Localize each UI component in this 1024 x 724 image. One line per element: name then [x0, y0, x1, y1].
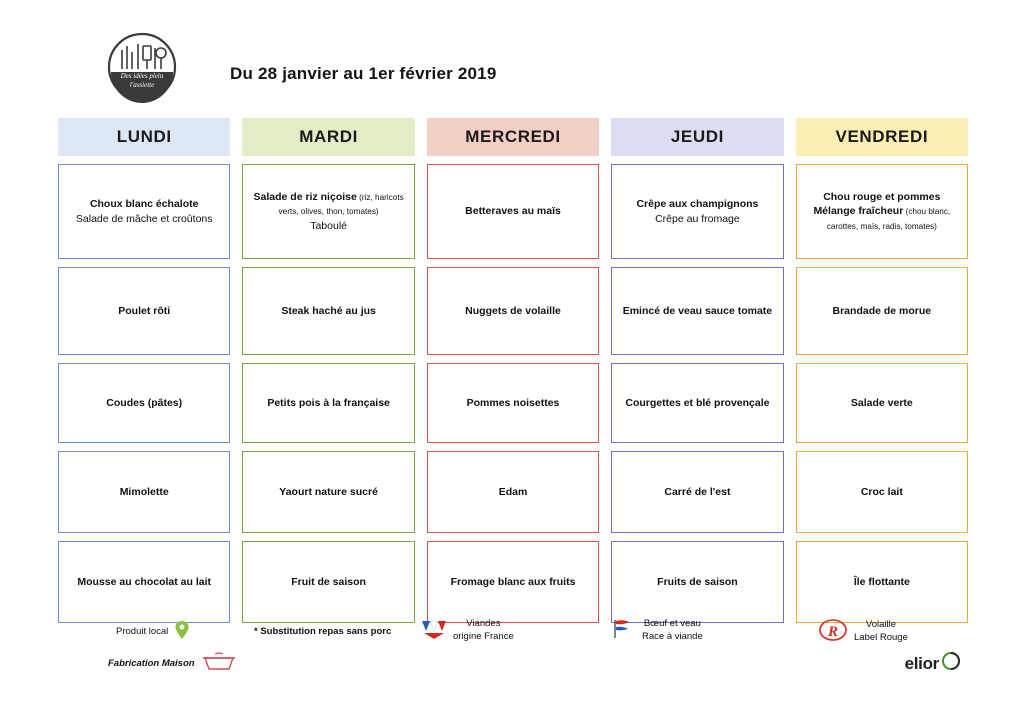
laitage-cell-jeudi — [611, 451, 783, 533]
legend-fabrication-maison-label: Fabrication Maison — [108, 658, 195, 669]
menu-line: Courgettes et blé provençale — [625, 396, 770, 409]
menu-line: Mimolette — [119, 485, 169, 498]
plat-cell-mercredi — [427, 267, 599, 355]
menu-line-detail: (chou blanc, carottes, maïs, radis, tomates) — [826, 207, 951, 231]
row-plats — [58, 267, 968, 355]
viande-france-icon — [421, 618, 447, 643]
accompagnement-cell-mercredi — [427, 363, 599, 443]
menu-line: Choux blanc échalote — [89, 198, 199, 211]
day-header-mardi: MARDI — [242, 118, 414, 156]
legend-volaille-label-rouge — [818, 618, 908, 645]
accompagnement-cell-lundi — [58, 363, 230, 443]
page-title: Du 28 janvier au 1er février 2019 — [230, 64, 497, 83]
menu-line: Taboulé — [310, 219, 347, 232]
location-pin-icon — [174, 620, 190, 643]
menu-line: Edam — [498, 485, 528, 498]
document-header — [60, 28, 960, 108]
menu-line — [250, 190, 406, 218]
plat-cell-lundi — [58, 267, 230, 355]
restaurant-logo-icon — [100, 28, 184, 106]
entree-cell-lundi — [58, 164, 230, 259]
legend-fabrication-maison — [108, 652, 237, 675]
legend-volaille-line1: Volaille — [865, 619, 896, 631]
laitage-cell-mercredi — [427, 451, 599, 533]
menu-line: Pommes noisettes — [466, 396, 560, 409]
menu-line: Île flottante — [853, 575, 910, 588]
day-header-jeudi: JEUDI — [611, 118, 783, 156]
menu-line: Brandade de morue — [832, 304, 932, 317]
accompagnement-cell-jeudi — [611, 363, 783, 443]
accompagnement-cell-vendredi — [796, 363, 968, 443]
menu-line: Salade de mâche et croûtons — [75, 212, 213, 225]
laitage-cell-mardi — [242, 451, 414, 533]
menu-line: Steak haché au jus — [281, 304, 376, 317]
label-rouge-icon — [818, 618, 848, 645]
svg-text:l'assiette: l'assiette — [129, 81, 155, 89]
menu-line — [804, 204, 960, 232]
elior-logo-text: elior — [904, 653, 939, 673]
day-header-row — [58, 118, 968, 156]
menu-line: Fruits de saison — [657, 575, 738, 588]
menu-line: Coudes (pâtes) — [106, 396, 183, 409]
laitage-cell-lundi — [58, 451, 230, 533]
plat-cell-jeudi — [611, 267, 783, 355]
cooking-pot-icon — [201, 652, 237, 675]
legend-viandes-line2: origine France — [453, 630, 514, 642]
legend-volaille-line2: Label Rouge — [854, 631, 908, 643]
menu-line: Carré de l'est — [664, 485, 731, 498]
accompagnement-cell-mardi — [242, 363, 414, 443]
menu-line: Nuggets de volaille — [465, 304, 561, 317]
menu-line: Poulet rôti — [118, 304, 171, 317]
laitage-cell-vendredi — [796, 451, 968, 533]
day-header-vendredi: VENDREDI — [796, 118, 968, 156]
legend-viandes-line1: Viandes — [466, 618, 501, 630]
menu-line-detail: (riz, haricots verts, olives, thon, tomates) — [278, 193, 404, 217]
menu-line: Mousse au chocolat au lait — [77, 575, 212, 588]
legend-boeuf-veau — [610, 618, 703, 643]
menu-line-main: Mélange fraîcheur — [813, 205, 904, 218]
menu-line-main: Salade de riz niçoise — [253, 191, 357, 204]
row-accompagnements — [58, 363, 968, 443]
legend — [58, 610, 988, 680]
elior-logo — [905, 652, 960, 675]
plat-cell-vendredi — [796, 267, 968, 355]
menu-grid — [58, 118, 968, 631]
menu-line: Salade verte — [850, 396, 913, 409]
menu-line: Chou rouge et pommes — [823, 191, 941, 204]
menu-line: Petits pois à la française — [267, 396, 390, 409]
entree-cell-jeudi — [611, 164, 783, 259]
menu-line: Betteraves au maïs — [465, 205, 561, 218]
legend-produit-local-label: Produit local — [116, 626, 169, 637]
menu-line: Fromage blanc aux fruits — [450, 575, 576, 588]
row-entrees — [58, 164, 968, 259]
svg-text:R: R — [827, 624, 839, 640]
menu-line: Emincé de veau sauce tomate — [622, 304, 773, 317]
elior-mark-icon — [942, 652, 960, 675]
svg-text:Des idées plein: Des idées plein — [120, 72, 164, 80]
entree-cell-vendredi — [796, 164, 968, 259]
legend-viandes-france — [421, 618, 514, 643]
day-header-lundi: LUNDI — [58, 118, 230, 156]
menu-line: Fruit de saison — [291, 575, 366, 588]
menu-line: Yaourt nature sucré — [279, 485, 378, 498]
legend-produit-local — [116, 620, 190, 643]
row-laitages — [58, 451, 968, 533]
legend-substitution-label: * Substitution repas sans porc — [254, 626, 392, 637]
menu-line: Crêpe au fromage — [655, 212, 740, 225]
entree-cell-mardi — [242, 164, 414, 259]
legend-boeuf-line1: Bœuf et veau — [643, 618, 701, 630]
legend-boeuf-line2: Race à viande — [642, 630, 703, 642]
legend-substitution — [254, 626, 391, 637]
plat-cell-mardi — [242, 267, 414, 355]
entree-cell-mercredi — [427, 164, 599, 259]
day-header-mercredi: MERCREDI — [427, 118, 599, 156]
menu-line: Croc lait — [860, 485, 903, 498]
menu-line: Crêpe aux champignons — [636, 198, 759, 211]
race-a-viande-icon — [610, 618, 636, 643]
